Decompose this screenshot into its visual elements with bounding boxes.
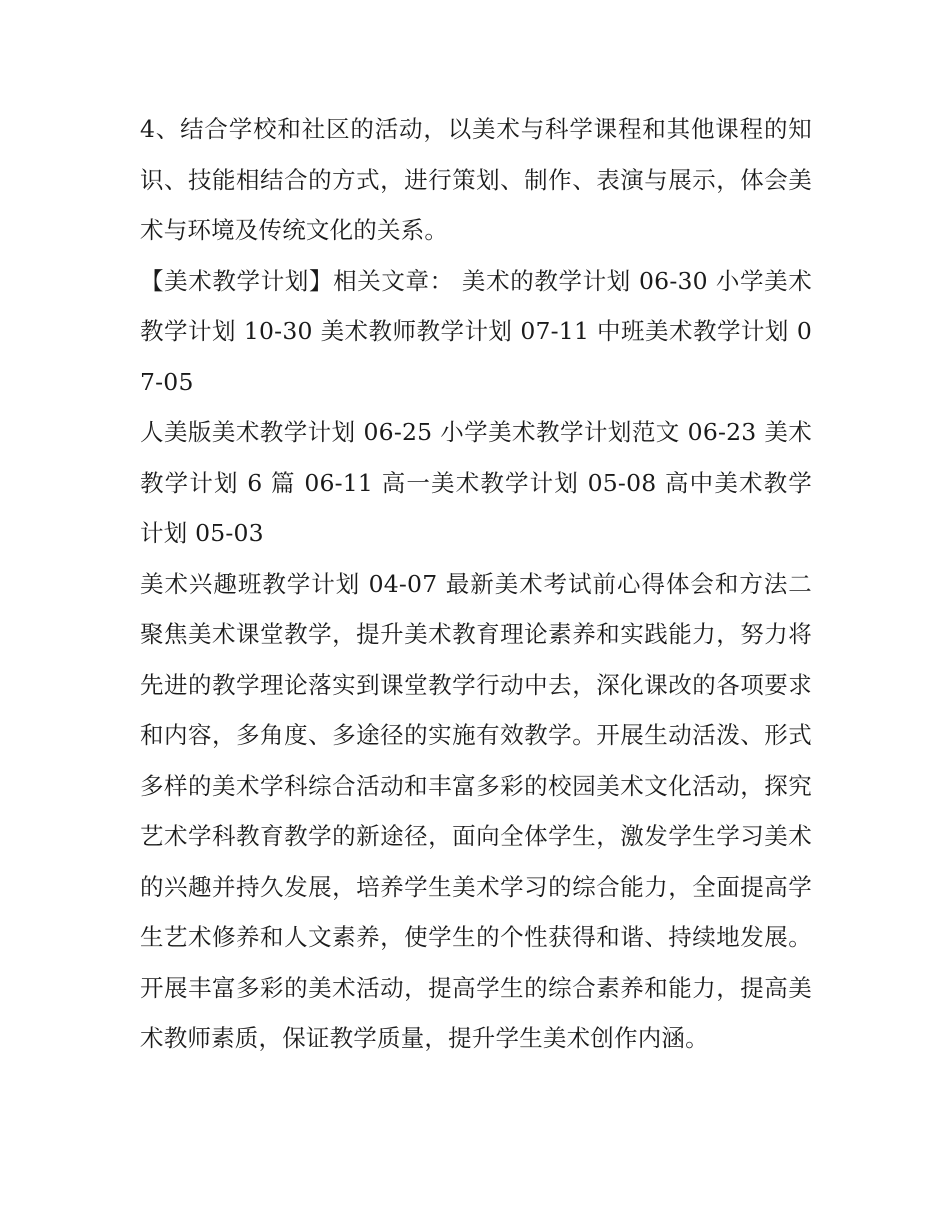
paragraph-activities: 4、结合学校和社区的活动，以美术与科学课程和其他课程的知识、技能相结合的方式，进行策划、制作、表演与展示，体会美术与环境及传统文化的关系。 bbox=[140, 115, 812, 244]
paragraph-teaching-goals: 美术兴趣班教学计划 04-07 最新美术考试前心得体会和方法二聚焦美术课堂教学，提升美术教育理论素养和实践能力，努力将先进的教学理论落实到课堂教学行动中去，深化课改的各项要求和内容，多角度、多途径的实施有效教学。开展生动活泼、形式多样的美术学科综合活动和丰富多彩的校园美术文化活动，探究艺术学科教育教学的新途径，面向全体学生，激发学生学习美术的兴趣并持久发展，培养学生美术学习的综合能力，全面提高学生艺术修养和人文素养，使学生的个性获得和谐、持续地发展。开展丰富多彩的美术活动，提高学生的综合素养和能力，提高美术教师素质，保证教学质量，提升学生美术创作内涵。 bbox=[140, 569, 812, 1052]
paragraph-related-articles: 【美术教学计划】相关文章： 美术的教学计划 06-30 小学美术教学计划 10-30 美术教师教学计划 07-11 中班美术教学计划 07-05 bbox=[140, 266, 812, 396]
paragraph-related-articles-continued: 人美版美术教学计划 06-25 小学美术教学计划范文 06-23 美术教学计划 6 篇 06-11 高一美术教学计划 05-08 高中美术教学计划 05-03 bbox=[140, 418, 812, 547]
document-body bbox=[140, 104, 812, 1064]
